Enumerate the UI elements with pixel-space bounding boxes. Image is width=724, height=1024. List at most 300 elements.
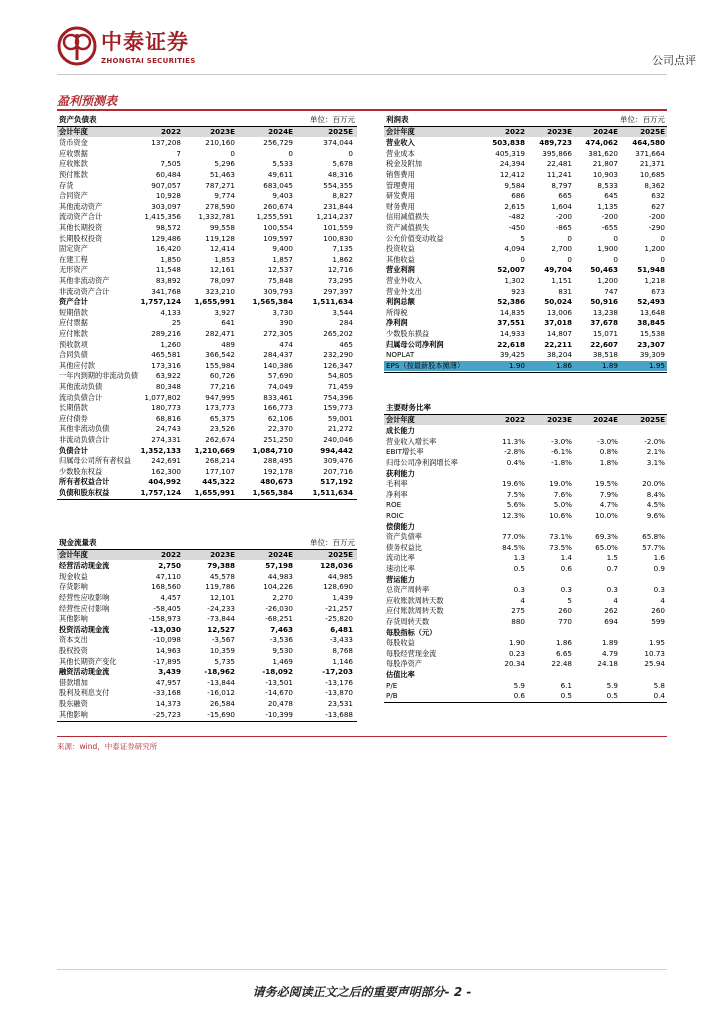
balance-row [57,467,357,478]
cashflow-row [57,572,357,583]
cashflow-row-value: -21,257 [325,603,353,613]
ratios-row-value: 8.4% [646,489,665,499]
balance-row-value: 390 [279,318,293,328]
balance-row-value: 517,192 [320,477,353,487]
balance-row-value: 1,352,133 [140,445,181,455]
balance-row-value: 48,316 [327,169,353,179]
balance-row [57,446,357,457]
balance-row [57,287,357,298]
ratios-row [384,575,667,586]
ratios-row [384,659,667,670]
income-row-label: 销售费用 [386,169,415,179]
income-row-value: 2,615 [504,201,525,211]
ratios-row-value: 0.9 [653,563,665,573]
balance-row-value: 1,332,781 [198,212,235,222]
balance-row-value: 9,400 [272,244,293,254]
cashflow-row [57,688,357,699]
income-row-value: 464,580 [632,138,665,148]
balance-row-value: 3,544 [332,307,353,317]
balance-row-value: 71,459 [327,381,353,391]
ratios-row-value: 10.6% [549,510,572,520]
balance-row-value: 11,548 [155,265,181,275]
ratios-row-value: 5.0% [553,500,572,510]
cashflow-row-value: -3,536 [269,635,293,645]
income-row-value: 13,648 [639,307,665,317]
balance-row-value: 192,178 [263,466,293,476]
balance-row-value: 289,216 [151,328,181,338]
income-row-value: 4,094 [504,244,525,254]
balance-row-value: 60,726 [209,371,235,381]
balance-header-cell: 会计年度 [59,127,88,136]
balance-row-value: 231,844 [323,201,353,211]
balance-row [57,488,357,499]
income-row-value: 22,481 [546,159,572,169]
ratios-row-value: 10.73 [644,648,665,658]
balance-row-value: 101,559 [323,222,353,232]
income-row-value: 8,362 [644,180,665,190]
balance-row-value: 683,045 [263,180,293,190]
balance-row-value: 68,816 [155,413,181,423]
income-row-value: 1,200 [597,275,618,285]
balance-row-value: 99,558 [209,222,235,232]
income-row-value: 0 [613,233,618,243]
ratios-row-value: -2.8% [504,447,525,457]
cashflow-row-value: -18,092 [262,667,293,677]
ratios-bottom-rule [384,702,667,703]
balance-row-value: 73,295 [327,275,353,285]
cashflow-row-value: 7,463 [270,624,293,634]
ratios-row-value: -2.0% [644,436,665,446]
cashflow-header-cell: 2022 [160,550,181,559]
ratios-row [384,638,667,649]
balance-row-value: 173,316 [151,360,181,370]
income-row-value: 503,838 [492,138,525,148]
balance-row-value: 1,415,356 [144,212,181,222]
balance-row-value: 404,992 [148,477,181,487]
income-row [384,159,667,170]
cashflow-row-value: -13,844 [207,677,235,687]
balance-row-value: 77,216 [209,381,235,391]
balance-row-value: 262,674 [205,434,235,444]
income-row-value: 1,218 [644,275,665,285]
balance-row-value: 7 [176,148,181,158]
income-unit-text: 单位：百万元 [620,115,665,124]
ratios-row-label: 每股经营现金流 [386,648,437,658]
ratios-row-label: 债务权益比 [386,542,422,552]
balance-row-label: 流动资产合计 [59,212,103,222]
header-divider [57,74,667,75]
ratios-row-value: 0.3 [653,585,665,595]
balance-row-value: 59,001 [327,413,353,423]
ratios-row-value: 0.3 [606,585,618,595]
income-header-cell: 2023E [547,127,572,136]
balance-row-value: 62,106 [267,413,293,423]
balance-row-value: 22,370 [267,424,293,434]
ratios-row [384,553,667,564]
income-row-label: 营业外支出 [386,286,422,296]
ratios-row-value: 77.0% [502,532,525,542]
income-row [384,138,667,149]
cashflow-row-value: -158,973 [148,614,181,624]
balance-row-value: 303,097 [151,201,181,211]
cashflow-header-cell: 2023E [210,550,235,559]
balance-row-value: 323,210 [205,286,235,296]
income-row-value: 1,135 [597,201,618,211]
balance-row-label: 一年内到期的非流动负债 [59,371,139,381]
balance-row [57,424,357,435]
income-row-value: 1.90 [508,360,525,370]
cashflow-row-value: -3,433 [329,635,353,645]
balance-row-value: 374,044 [323,138,353,148]
income-row-label: 税金及附加 [386,159,422,169]
balance-row-label: 所有者权益合计 [59,477,110,487]
income-row-value: 1.89 [601,360,618,370]
ratios-row [384,564,667,575]
cashflow-row-value: -24,233 [207,603,235,613]
income-header-row [384,127,667,138]
income-row-value: 24,394 [499,159,525,169]
ratios-row-value: 0.23 [508,648,525,658]
balance-header-row [57,127,357,138]
ratios-row-value: 19.6% [502,479,525,489]
balance-row [57,361,357,372]
cashflow-row [57,593,357,604]
footer-divider [57,969,667,970]
balance-row-label: 合同负债 [59,350,88,360]
balance-title-text: 资产负债表 [59,115,97,124]
ratios-title-text: 主要财务比率 [386,403,431,412]
balance-row-value: 1,255,591 [256,212,293,222]
balance-row-value: 554,355 [323,180,353,190]
ratios-row-value: 0.8% [599,447,618,457]
ratios-row-value: 0.6 [560,563,572,573]
income-header-cell: 会计年度 [386,127,415,136]
balance-header-cell: 2022 [160,127,181,136]
ratios-row [384,469,667,480]
balance-row-value: 80,348 [155,381,181,391]
footer-disclaimer: 请务必阅读正文之后的重要声明部分- 2 - [252,985,472,999]
ratios-row-label: 资产负债率 [386,532,422,542]
cashflow-row-value: 57,198 [265,561,293,571]
ratios-row-value: 7.5% [506,489,525,499]
cashflow-row-label: 股东融资 [59,698,88,708]
ratios-row-value: 5.8 [653,680,665,690]
income-row-label: 研发费用 [386,191,415,201]
balance-row-value: 480,673 [260,477,293,487]
balance-row-value: 1,084,710 [252,445,293,455]
income-row-value: 1.86 [555,360,572,370]
income-row-label: 其他收益 [386,254,415,264]
balance-row-value: 1,862 [332,254,353,264]
income-row-value: 1,151 [551,275,572,285]
cashflow-row-value: 45,578 [209,571,235,581]
income-row-value: 474,062 [585,138,618,148]
balance-row-value: 3,927 [214,307,235,317]
balance-row-value: 98,572 [155,222,181,232]
page-header [0,0,724,100]
balance-row-value: 140,386 [263,360,293,370]
income-row-label: 所得税 [386,307,408,317]
balance-row-value: 1,757,124 [140,297,181,307]
income-row-value: -655 [601,222,618,232]
balance-row-label: 应收票据 [59,148,88,158]
ratios-row-value: -6.1% [551,447,572,457]
balance-row-value: 242,691 [151,456,181,466]
cashflow-row-value: -13,870 [325,688,353,698]
balance-row-label: 其他长期投资 [59,222,103,232]
cashflow-row-value: 47,957 [155,677,181,687]
balance-row [57,149,357,160]
income-row-label: 营业利润 [386,265,415,275]
balance-row-value: 288,495 [263,456,293,466]
income-row-label: 营业收入 [386,138,415,148]
income-row-value: 12,412 [499,169,525,179]
balance-row-label: 负债合计 [59,445,88,455]
cashflow-row-value: -13,030 [150,624,181,634]
cashflow-row-value: 8,768 [332,645,353,655]
ratios-row-label: 应付账款周转天数 [386,606,444,616]
income-header-cell: 2022 [504,127,525,136]
ratios-row-value: 0.7 [606,563,618,573]
income-row-value: -200 [648,212,665,222]
ratios-row-value: 1.89 [601,638,618,648]
ratios-row-value: 1.90 [508,638,525,648]
income-row-value: 15,538 [639,328,665,338]
ratios-row-value: -3.0% [551,436,572,446]
income-row-value: 37,551 [497,318,525,328]
ratios-row-label: 存货周转天数 [386,616,430,626]
balance-row-value: 155,984 [205,360,235,370]
ratios-row [384,628,667,639]
ratios-row-label: 归母公司净利润增长率 [386,457,458,467]
ratios-row-value: 4.5% [646,500,665,510]
income-row-value: 627 [651,201,665,211]
ratios-row-value: 260 [651,606,665,616]
cashflow-row-value: -33,168 [153,688,181,698]
cashflow-row [57,604,357,615]
income-row-value: 9,584 [504,180,525,190]
ratios-row-value: 0.4 [653,691,665,701]
ratios-row-value: 1.86 [555,638,572,648]
cashflow-row-value: 2,750 [158,561,181,571]
balance-row-value: 3,730 [272,307,293,317]
logo-english-text: ZHONGTAI SECURITIES [101,57,196,65]
ratios-row [384,606,667,617]
income-row [384,340,667,351]
income-row-value: 22,211 [544,339,572,349]
ratios-row-label: P/B [386,691,398,701]
ratios-row-value: 260 [558,606,572,616]
balance-row-label: 短期借款 [59,307,88,317]
balance-row-value: 240,046 [323,434,353,444]
balance-header-cell: 2025E [328,127,353,136]
cashflow-row-value: 1,146 [332,656,353,666]
income-row-label: 信用减值损失 [386,212,430,222]
income-row-value: 15,071 [592,328,618,338]
balance-row-value: 173,773 [205,403,235,413]
ratios-row-value: 12.3% [502,510,525,520]
income-row-value: 1.95 [648,360,665,370]
cashflow-row-label: 经营性应收影响 [59,592,110,602]
ratios-row-label: 应收账款周转天数 [386,595,444,605]
ratios-row-label: ROE [386,500,402,510]
balance-row-value: 994,442 [320,445,353,455]
cashflow-row [57,678,357,689]
income-row-value: 489,723 [539,138,572,148]
ratios-row [384,511,667,522]
income-row [384,244,667,255]
balance-row [57,276,357,287]
income-row-value: 8,797 [551,180,572,190]
balance-row-value: 907,057 [151,180,181,190]
balance-row-value: 24,743 [155,424,181,434]
income-row-value: 21,371 [639,159,665,169]
ratios-row [384,691,667,702]
income-row-value: -200 [555,212,572,222]
ratios-row [384,447,667,458]
balance-row-label: 其他应付款 [59,360,95,370]
balance-row [57,255,357,266]
ratios-row [384,458,667,469]
balance-row [57,159,357,170]
cashflow-row-value: -13,688 [325,709,353,719]
balance-row [57,181,357,192]
balance-row-value: 474 [279,339,293,349]
balance-row [57,435,357,446]
income-row-value: -865 [555,222,572,232]
income-row-value: 1,604 [551,201,572,211]
income-row-label: 公允价值变动收益 [386,233,444,243]
income-row-label: 净利润 [386,318,408,328]
balance-row-label: 应付票据 [59,318,88,328]
income-title [384,115,667,126]
ratios-row-label: 营运能力 [386,574,415,584]
balance-row-value: 1,757,124 [140,487,181,497]
balance-row [57,382,357,393]
cashflow-row-value: -10,399 [265,709,293,719]
ratios-row-value: 4 [520,595,525,605]
ratios-row-value: 19.5% [595,479,618,489]
ratios-row-value: 5.6% [506,500,525,510]
balance-row-value: 12,414 [209,244,235,254]
balance-row-label: 少数股东权益 [59,466,103,476]
ratios-row-value: 84.5% [502,542,525,552]
balance-row-label: 非流动负债合计 [59,434,110,444]
ratios-row-value: 22.48 [551,659,572,669]
balance-row-value: 309,476 [323,456,353,466]
balance-row-value: 159,773 [323,403,353,413]
ratios-row-value: 5.9 [513,680,525,690]
ratios-header-cell: 2025E [640,415,665,424]
ratios-header-cell: 2024E [593,415,618,424]
ratios-row-value: 20.0% [642,479,665,489]
ratios-row [384,617,667,628]
income-row-value: 1,302 [504,275,525,285]
balance-row-label: 其他非流动资产 [59,275,110,285]
ratios-row-value: 880 [511,616,525,626]
ratios-row [384,681,667,692]
cashflow-row-value: 168,560 [151,582,181,592]
balance-row-value: 8,827 [332,191,353,201]
ratios-row-value: 65.0% [595,542,618,552]
income-row-value: -290 [648,222,665,232]
balance-row-label: 负债和股东权益 [59,487,110,497]
balance-row-value: 166,773 [263,403,293,413]
cashflow-row-label: 借款增加 [59,677,88,687]
balance-row-value: 129,486 [151,233,181,243]
income-row-value: 371,664 [635,148,665,158]
cashflow-row-value: 128,036 [320,561,353,571]
ratios-row [384,426,667,437]
balance-row-value: 1,565,384 [252,297,293,307]
ratios-title [384,403,667,414]
balance-row-label: 无形资产 [59,265,88,275]
balance-row [57,170,357,181]
ratios-row-value: 20.34 [504,659,525,669]
balance-row-label: 资产合计 [59,297,88,307]
balance-row-value: 162,300 [151,466,181,476]
balance-row [57,403,357,414]
balance-row-label: 存货 [59,180,74,190]
income-row-value: 39,425 [499,350,525,360]
ratios-header-cell: 会计年度 [386,415,415,424]
balance-row [57,456,357,467]
income-row-value: 1,900 [597,244,618,254]
income-row [384,308,667,319]
balance-row-label: 合同资产 [59,191,88,201]
balance-header-cell: 2023E [210,127,235,136]
balance-row [57,244,357,255]
income-row-value: 50,463 [590,265,618,275]
balance-row-value: 1,857 [272,254,293,264]
ratios-row-value: 4.7% [599,500,618,510]
cashflow-row-value: -3,567 [211,635,235,645]
balance-row-value: 256,729 [263,138,293,148]
income-row [384,234,667,245]
balance-row [57,329,357,340]
cashflow-row-value: -10,098 [153,635,181,645]
income-row-value: 0 [567,254,572,264]
balance-row-label: 固定资产 [59,244,88,254]
balance-row-value: 63,922 [155,371,181,381]
income-row-value: 50,024 [544,297,572,307]
balance-row-value: 12,716 [327,265,353,275]
balance-row-value: 51,463 [209,169,235,179]
ratios-row-value: -1.8% [551,457,572,467]
ratios-row-value: 0.5 [560,691,572,701]
balance-row-value: 83,892 [155,275,181,285]
balance-row-value: 7,135 [332,244,353,254]
balance-row-value: 1,511,634 [312,297,353,307]
balance-row-value: 754,396 [323,392,353,402]
balance-row-value: 12,161 [209,265,235,275]
ratios-row-value: 57.7% [642,542,665,552]
balance-row-value: 119,128 [205,233,235,243]
balance-row-value: 465 [339,339,353,349]
balance-row-value: 180,773 [151,403,181,413]
income-row-label: 营业外收入 [386,275,422,285]
cashflow-row-label: 其他影响 [59,614,88,624]
balance-row-value: 57,690 [267,371,293,381]
cashflow-header-cell: 2025E [328,550,353,559]
cashflow-row-label: 经营性应付影响 [59,603,110,613]
report-type-tag: 公司点评 [652,54,696,67]
ratios-row [384,543,667,554]
income-row [384,297,667,308]
income-row [384,212,667,223]
ratios-row-value: 4.79 [601,648,618,658]
cashflow-row-label: 现金收益 [59,571,88,581]
